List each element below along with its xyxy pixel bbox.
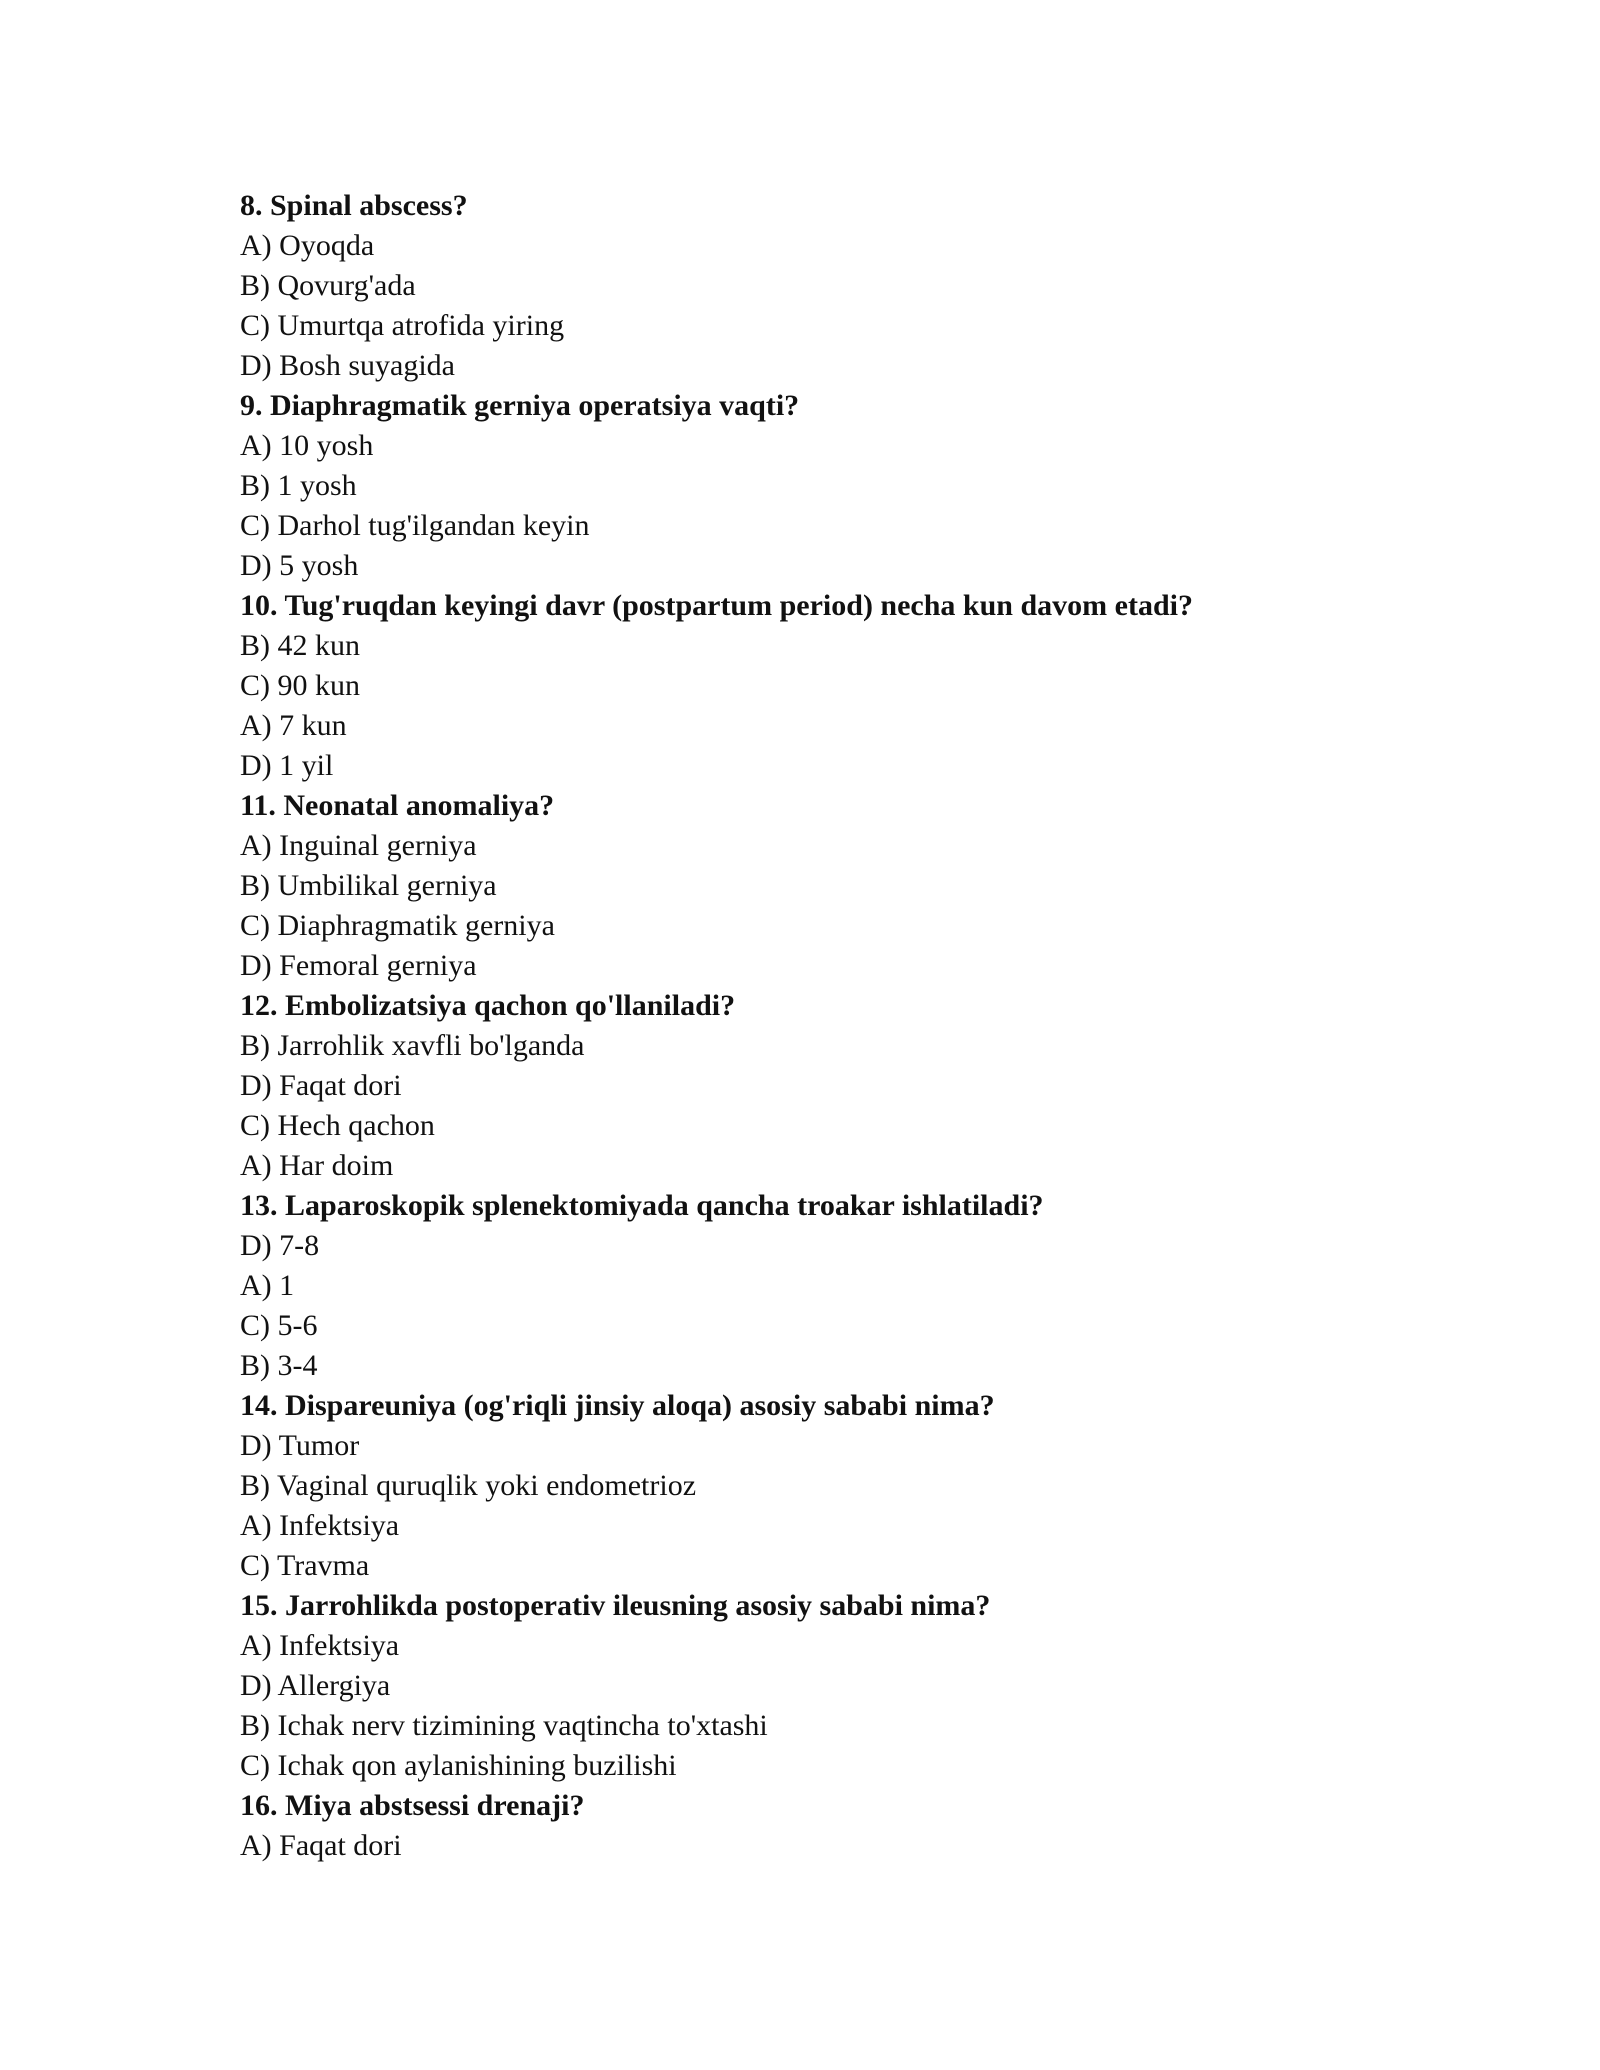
answer-option: D) Femoral gerniya	[240, 949, 477, 982]
question-text: 9. Diaphragmatik gerniya operatsiya vaqti?	[240, 389, 800, 422]
question-text: 13. Laparoskopik splenektomiyada qancha troakar ishlatiladi?	[240, 1189, 1044, 1222]
answer-option: B) Qovurg'ada	[240, 269, 416, 302]
answer-option: C) Ichak qon aylanishining buzilishi	[240, 1749, 677, 1782]
question-text: 10. Tug'ruqdan keyingi davr (postpartum period) necha kun davom etadi?	[240, 589, 1193, 622]
answer-option: A) Inguinal gerniya	[240, 829, 477, 862]
answer-option: B) Jarrohlik xavfli bo'lganda	[240, 1029, 585, 1062]
question-text: 16. Miya abstsessi drenaji?	[240, 1789, 585, 1822]
answer-option: C) 5-6	[240, 1309, 318, 1342]
answer-option: D) Allergiya	[240, 1669, 391, 1702]
answer-option: C) Diaphragmatik gerniya	[240, 909, 555, 942]
answer-option: A) 7 kun	[240, 709, 347, 742]
answer-option: C) Travma	[240, 1549, 370, 1582]
answer-option: A) Infektsiya	[240, 1629, 400, 1662]
answer-option: A) Faqat dori	[240, 1829, 402, 1862]
question-text: 12. Embolizatsiya qachon qo'llaniladi?	[240, 989, 736, 1022]
answer-option: C) Hech qachon	[240, 1109, 435, 1142]
answer-option: D) Bosh suyagida	[240, 349, 455, 382]
question-text: 11. Neonatal anomaliya?	[240, 789, 555, 822]
answer-option: A) 10 yosh	[240, 429, 374, 462]
answer-option: C) Darhol tug'ilgandan keyin	[240, 509, 590, 542]
answer-option: B) 42 kun	[240, 629, 360, 662]
answer-option: D) 7-8	[240, 1229, 320, 1262]
answer-option: A) Oyoqda	[240, 229, 375, 262]
answer-option: D) 1 yil	[240, 749, 334, 782]
answer-option: B) 3-4	[240, 1349, 318, 1382]
answer-option: D) 5 yosh	[240, 549, 359, 582]
answer-option: B) Umbilikal gerniya	[240, 869, 497, 902]
answer-option: A) Infektsiya	[240, 1509, 400, 1542]
answer-option: C) Umurtqa atrofida yiring	[240, 309, 565, 342]
question-list	[240, 186, 1420, 1866]
answer-option: D) Faqat dori	[240, 1069, 402, 1102]
answer-option: B) 1 yosh	[240, 469, 357, 502]
answer-option: A) 1	[240, 1269, 295, 1302]
answer-option: D) Tumor	[240, 1429, 360, 1462]
question-text: 14. Dispareuniya (og'riqli jinsiy aloqa) asosiy sababi nima?	[240, 1389, 995, 1422]
answer-option: C) 90 kun	[240, 669, 360, 702]
question-text: 8. Spinal abscess?	[240, 189, 468, 222]
answer-option: B) Ichak nerv tizimining vaqtincha to'xtashi	[240, 1709, 768, 1742]
answer-option: A) Har doim	[240, 1149, 394, 1182]
answer-option: B) Vaginal quruqlik yoki endometrioz	[240, 1469, 697, 1502]
question-text: 15. Jarrohlikda postoperativ ileusning asosiy sababi nima?	[240, 1589, 991, 1622]
